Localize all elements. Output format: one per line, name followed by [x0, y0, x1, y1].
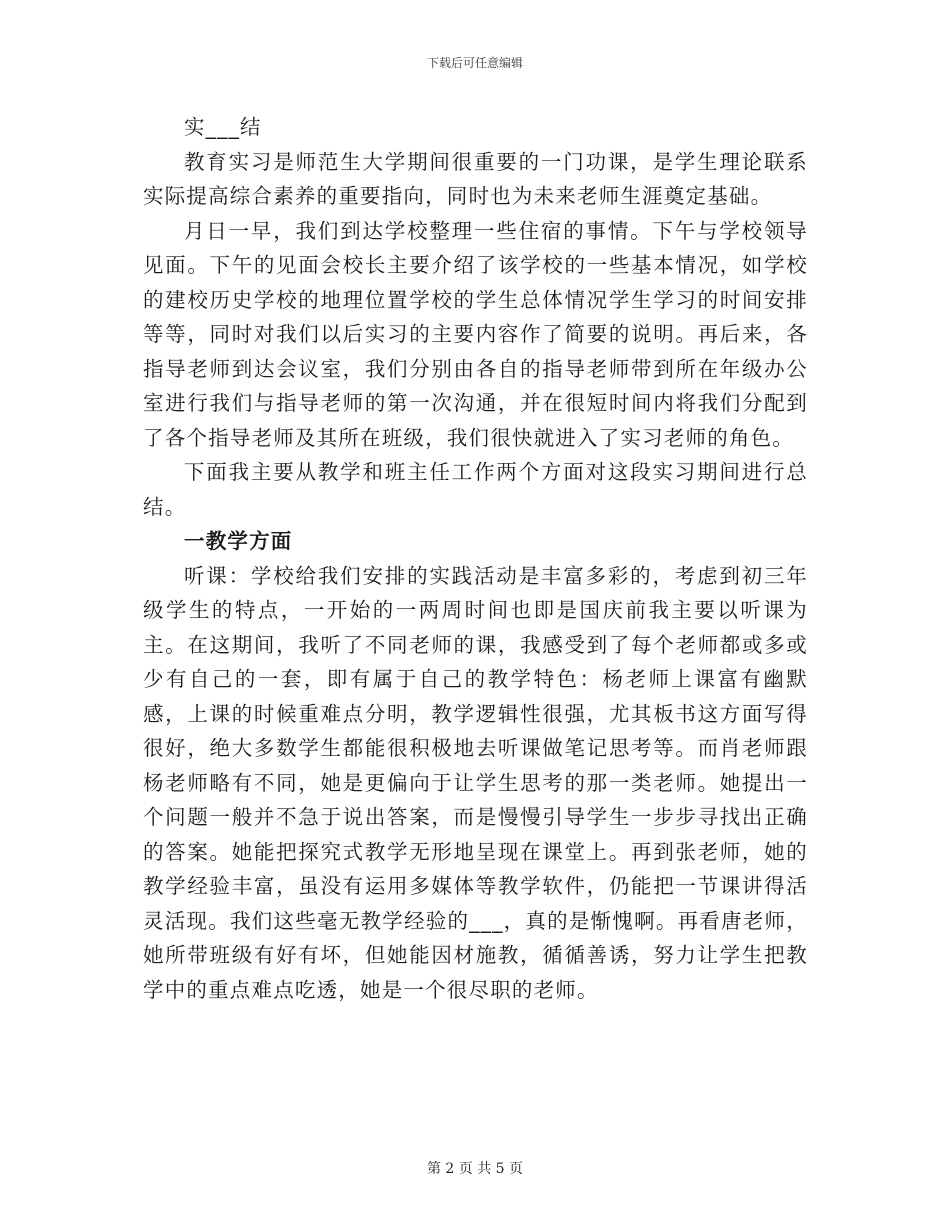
- paragraph-overview: 下面我主要从教学和班主任工作两个方面对这段实习期间进行总结。: [143, 460, 808, 519]
- paragraph-intro: 教育实习是师范生大学期间很重要的一门功课，是学生理论联系实际提高综合素养的重要指向，同时也为未来老师生涯奠定基础。: [143, 149, 808, 208]
- paragraph-observation: 听课：学校给我们安排的实践活动是丰富多彩的，考虑到初三年级学生的特点，一开始的一两周时间也即是国庆前我主要以听课为主。在这期间，我听了不同老师的课，我感受到了每个老师都或多或少有自己的一套，即有属于自己的教学特色：杨老师上课富有幽默感，上课的时候重难点分明，教学逻辑性很强，尤其板书这方面写得很好，绝大多数学生都能很积极地去听课做笔记思考等。而肖老师跟杨老师略有不同，她是更偏向于让学生思考的那一类老师。她提出一个问题一般并不急于说出答案，而是慢慢引导学生一步步寻找出正确的答案。她能把探究式教学无形地呈现在课堂上。再到张老师，她的教学经验丰富，虽没有运用多媒体等教学软件，仍能把一节课讲得活灵活现。我们这些毫无教学经验的___，真的是惭愧啊。再看唐老师，她所带班级有好有坏，但她能因材施教，循循善诱，努力让学生把教学中的重点难点吃透，她是一个很尽职的老师。: [143, 563, 808, 1002]
- paragraph-arrival: 月日一早，我们到达学校整理一些住宿的事情。下午与学校领导见面。下午的见面会校长主要介绍了该学校的一些基本情况，如学校的建校历史学校的地理位置学校的学生总体情况学生学习的时间安排等等，同时对我们以后实习的主要内容作了简要的说明。再后来，各指导老师到达会议室，我们分别由各自的指导老师带到所在年级办公室进行我们与指导老师的第一次沟通，并在很短时间内将我们分配到了各个指导老师及其所在班级，我们很快就进入了实习老师的角色。: [143, 218, 808, 450]
- page-header: 下载后可任意编辑: [426, 56, 523, 70]
- page-footer: 第 2 页 共 5 页: [426, 1161, 524, 1177]
- document-title: 实___结: [184, 115, 262, 139]
- document-body: [143, 110, 808, 1007]
- section-heading: 一教学方面: [184, 529, 293, 553]
